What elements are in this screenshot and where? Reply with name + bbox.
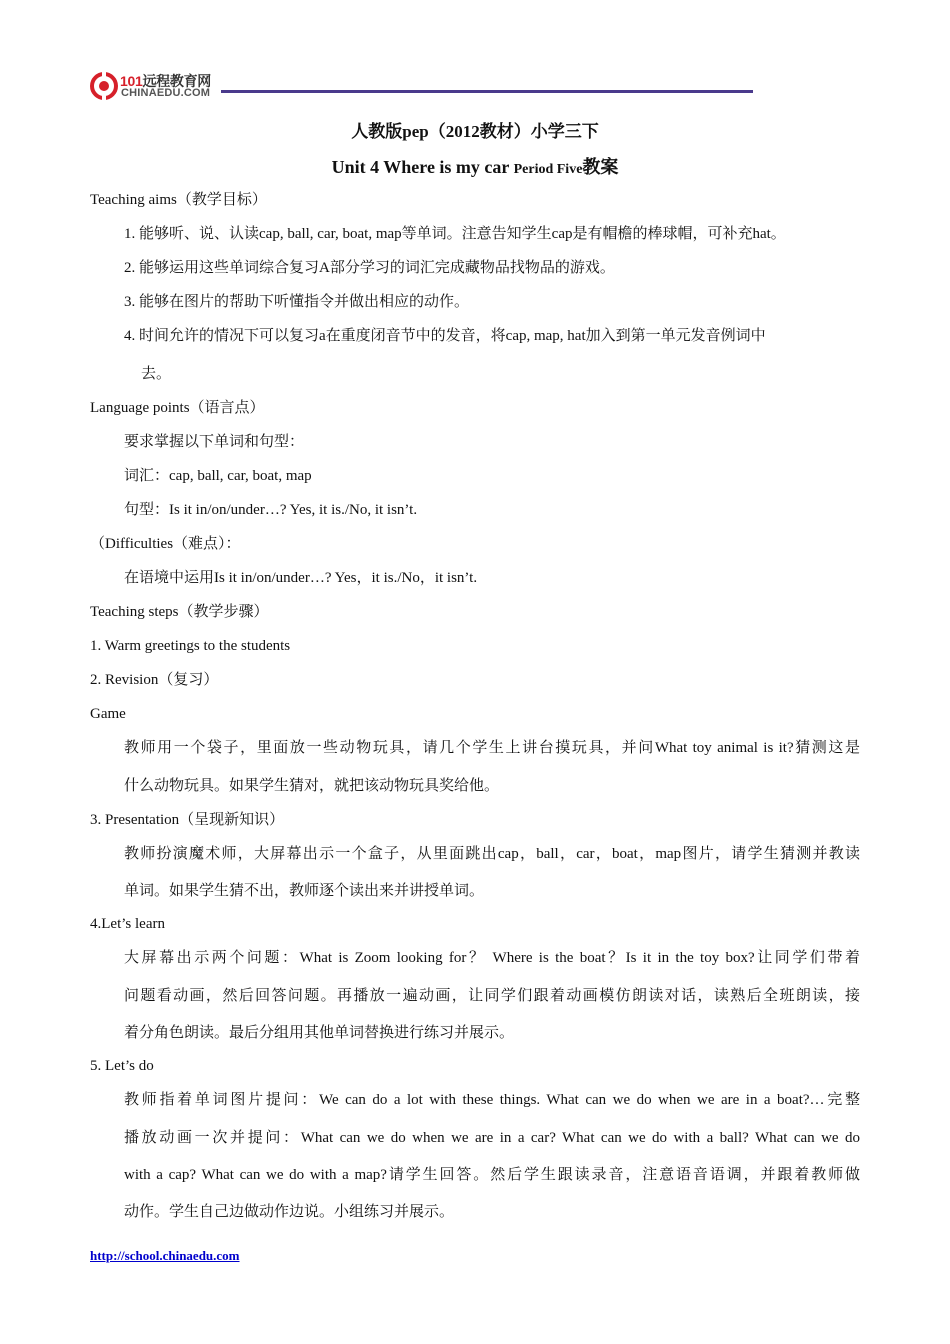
- aim-item-2: 2. 能够运用这些单词综合复习A部分学习的词汇完成藏物品找物品的游戏。: [124, 260, 615, 276]
- paragraph-line: 教师用一个袋子，里面放一些动物玩具，请几个学生上讲台摸玩具，并问What toy animal is it?猜测这是: [124, 740, 860, 756]
- header-rule: [221, 90, 753, 93]
- section-heading-teaching-steps: Teaching steps（教学步骤）: [90, 604, 269, 620]
- document-subtitle: Unit 4 Where is my car Period Five教案: [331, 157, 619, 177]
- logo-wordmark: 101远程教育网: [120, 73, 211, 89]
- step-heading-4: 4.Let’s learn: [90, 916, 165, 932]
- section-heading-difficulties: （Difficulties（难点）：: [90, 536, 241, 552]
- section-heading-teaching-aims: Teaching aims（教学目标）: [90, 192, 267, 208]
- paragraph-line: 单词。如果学生猜不出，教师逐个读出来并讲授单词。: [124, 883, 485, 899]
- paragraph-line: 教师指着单词图片提问：We can do a lot with these things. What can we do when we are in a boat?…完整: [124, 1092, 860, 1108]
- aim-item-1: 1. 能够听、说、认读cap, ball, car, boat, map等单词。注意告知学生cap是有帽檐的棒球帽，可补充hat。: [124, 226, 786, 242]
- document-title: 人教版pep（2012教材）小学三下: [351, 122, 599, 141]
- vocabulary-line: 词汇：cap, ball, car, boat, map: [124, 468, 312, 484]
- step-heading-3: 3. Presentation（呈现新知识）: [90, 812, 285, 828]
- subheading-game: Game: [90, 706, 126, 722]
- step-heading-5: 5. Let’s do: [90, 1058, 154, 1074]
- step-heading-1: 1. Warm greetings to the students: [90, 638, 291, 654]
- aim-item-3: 3. 能够在图片的帮助下听懂指令并做出相应的动作。: [124, 294, 470, 310]
- paragraph-line: 教师扮演魔术师，大屏幕出示一个盒子，从里面跳出cap，ball，car，boat，map图片，请学生猜测并教读: [124, 846, 860, 862]
- paragraph-line: with a cap? What can we do with a map?请学生回答。然后学生跟读录音，注意语音语调，并跟着教师做: [124, 1167, 860, 1183]
- paragraph: 要求掌握以下单词和句型：: [124, 434, 305, 450]
- chinaedu-logo-icon: [90, 72, 118, 100]
- page-header: [88, 70, 753, 104]
- paragraph-line: 播放动画一次并提问：What can we do when we are in a car? What can we do with a ball? What can we do: [124, 1130, 860, 1146]
- logo-domain: CHINAEDU.COM: [121, 87, 211, 99]
- paragraph-line: 动作。学生自己边做动作边说。小组练习并展示。: [124, 1204, 455, 1220]
- chinaedu-logo[interactable]: [88, 70, 218, 102]
- footer-link[interactable]: http://school.chinaedu.com: [90, 1248, 240, 1263]
- paragraph-line: 大屏幕出示两个问题：What is Zoom looking for？ Where is the boat？Is it in the toy box?让同学们带着: [124, 950, 860, 966]
- sentence-pattern-line: 句型：Is it in/on/under…? Yes, it is./No, it isn’t.: [124, 502, 418, 518]
- aim-item-4-cont: 去。: [141, 366, 172, 382]
- paragraph-line: 问题看动画，然后回答问题。再播放一遍动画，让同学们跟着动画模仿朗读对话，读熟后全班朗读，接: [124, 988, 860, 1004]
- step-heading-2: 2. Revision（复习）: [90, 672, 219, 688]
- paragraph: 在语境中运用Is it in/on/under…? Yes，it is./No，it isn’t.: [124, 570, 478, 586]
- paragraph-line: 着分角色朗读。最后分组用其他单词替换进行练习并展示。: [124, 1025, 515, 1041]
- section-heading-language-points: Language points（语言点）: [90, 400, 265, 416]
- paragraph-line: 什么动物玩具。如果学生猜对，就把该动物玩具奖给他。: [124, 778, 500, 794]
- aim-item-4: 4. 时间允许的情况下可以复习a在重度闭音节中的发音，将cap, map, hat加入到第一单元发音例词中: [124, 328, 766, 344]
